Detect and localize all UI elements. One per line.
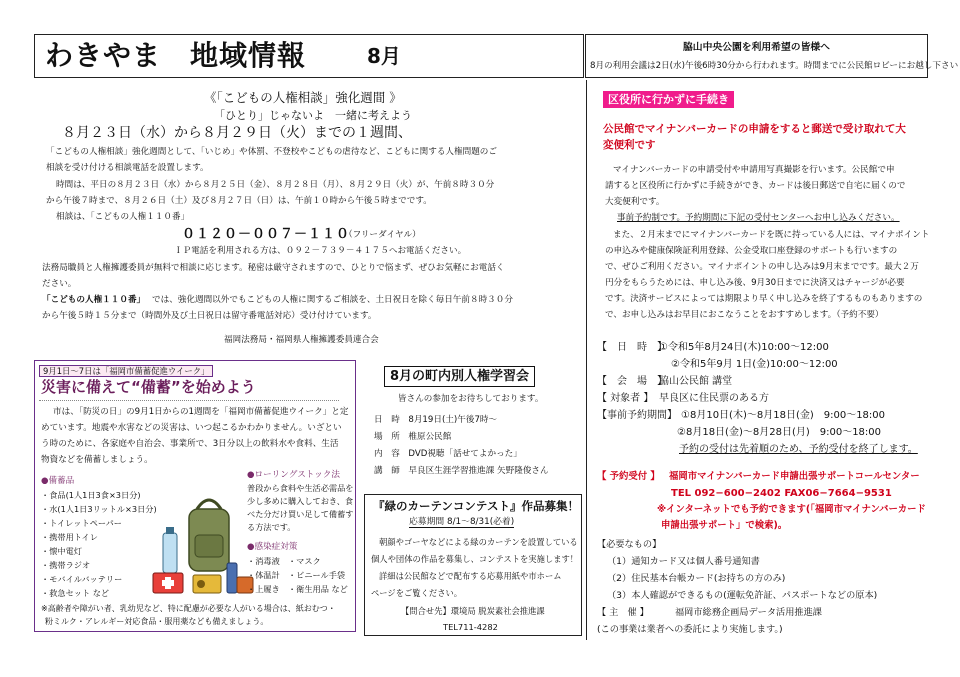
disaster-note-1: ※高齢者や障がい者、乳幼児など、特に配慮が必要な人がいる場合は、紙おむつ・: [41, 604, 336, 613]
apply-value: 福岡市マイナンバーカード申請出張サポートコールセンター: [669, 471, 920, 482]
rights-slogan: 「ひとり」じゃないよ 一緒に考えよう: [214, 109, 412, 122]
period-label: 【事前予約期間】: [597, 410, 677, 421]
disaster-box: [34, 360, 356, 632]
study-row: 内 容 DVD視聴「話せてよかった」: [374, 449, 522, 459]
disaster-intro-3: う時のために、各家庭や自治会、事業所で、3日分以上の飲料水や食料、生活: [41, 439, 339, 449]
rights-p4-line2: ださい。: [42, 279, 77, 289]
curtain-title: 『緑のカーテンコンテスト』作品募集！: [373, 499, 579, 513]
stock-item: ・懐中電灯: [41, 546, 82, 556]
mynumber-body: 大変便利です。: [605, 197, 665, 207]
rights-p1-line1: 「こどもの人権相談」強化週間として、「いじめ」や体罰、不登校やこどもの虐待など、こどもに関する人権問題のご: [46, 147, 497, 157]
rights-phone-note: （フリーダイヤル）: [344, 230, 421, 240]
rights-p1-line2: 相談を受け付ける相談電話を設置します。: [46, 163, 209, 173]
period-value: ②8月18日(金)～8月28日(月) 9:00～18:00: [677, 427, 882, 438]
issue-month: 8月: [367, 44, 401, 68]
target-label: 【 対象者 】: [597, 393, 654, 404]
rights-period: ８月２３日（水）から８月２９日（火）までの１週間、: [62, 125, 412, 141]
date-label: 【 日 時 】: [597, 342, 667, 353]
host-label: 【 主 催 】: [597, 607, 649, 618]
curtain-box: [364, 494, 582, 636]
period-note: 予約の受付は先着順のため、予約受付を終了します。: [679, 444, 918, 455]
disaster-intro-1: 市は、「防災の日」の9月1日からの1週間を「福岡市備蓄促進ウイーク」と定: [53, 407, 349, 417]
mynumber-headline-2: 変便利です: [603, 139, 656, 151]
host-value: 福岡市総務企画局データ活用推進課: [675, 607, 822, 618]
masthead: [34, 34, 584, 78]
mynumber-section: [586, 80, 928, 640]
study-section: [360, 360, 585, 490]
rights-section: [34, 80, 584, 358]
rights-p2-line1: 時間は、平日の８月２３日（水）から８月２５日（金）、８月２８日（月）、８月２９日（火）が、午前８時３０分: [56, 180, 495, 190]
study-row: 日 時 8月19日(土)午後7時～: [374, 415, 498, 425]
infection-line: ・消毒液 ・マスク: [247, 556, 321, 566]
curtain-contact: 【問合せ先】環境局 脱炭素社会推進課: [401, 606, 545, 616]
rights-org: 福岡法務局・福岡県人権擁護委員連合会: [224, 335, 379, 345]
rights-p5-bold: 「こどもの人権１１０番」: [42, 295, 146, 305]
flashlight-icon: [227, 563, 237, 593]
study-row: 講 師 早良区生涯学習推進課 矢野隆俊さん: [374, 466, 549, 476]
infection-line: ・体温計 ・ビニール手袋: [247, 570, 346, 580]
mynumber-body: 請すると区役所に行かずに手続きができ、カードは後日郵送で自宅に届くので: [605, 181, 906, 191]
curtain-tel: TEL711-4282: [443, 622, 498, 632]
stock-item: ・水(1人1日3リットル×3日分): [41, 504, 157, 514]
stock-title: ●備蓄品: [41, 476, 75, 486]
curtain-body: 詳細は公民館などで配布する応募用紙や市ホーム: [379, 571, 562, 581]
rights-p5-line1: では、強化週間以外でもこどもの人権に関するご相談を、土日祝日を除く毎日午前８時３０分: [152, 295, 513, 305]
items-line: （3）本人確認ができるもの(運転免許証、パスポートなどの原本): [607, 590, 878, 601]
curtain-period: 応募期間 8/1～8/31(必着): [409, 517, 515, 527]
curtain-body: 朝顔やゴーヤなどによる緑のカーテンを設置している: [379, 537, 578, 547]
stock-item: ・救急セット など: [41, 588, 110, 598]
apply-internet-1: ※インターネットでも予約できます(「福岡市マイナンバーカード: [657, 504, 926, 515]
apply-internet-2: 申請出張サポート」で検索)。: [661, 520, 788, 531]
emergency-kit-illustration: [147, 489, 259, 605]
disaster-title: 災害に備えて“備蓄”を始めよう: [41, 378, 256, 396]
date-value: ②令和5年9月 1日(金)10:00～12:00: [671, 359, 838, 370]
rolling-line: る方法です。: [247, 522, 296, 532]
stock-item: ・モバイルバッテリー: [41, 574, 123, 584]
study-row: 場 所 椎原公民館: [374, 432, 452, 442]
venue-value: 脇山公民館 講堂: [659, 376, 733, 387]
period-value: ①8月10日(木)～8月18日(金) 9:00～18:00: [681, 410, 886, 421]
venue-label: 【 会 場 】: [597, 376, 667, 387]
rolling-line: 普段から食料や生活必需品を: [247, 483, 354, 493]
rolling-title: ●ローリングストック法: [247, 470, 340, 480]
rolling-line: べた分だけ買い足して備蓄す: [247, 509, 354, 519]
disaster-tag: 9月1日〜7日は「福岡市備蓄促進ウイーク」: [39, 365, 213, 377]
host-note: (この事業は業者への委託により実施します。): [597, 624, 783, 635]
disaster-intro-2: めています。地震や水害などの災害は、いつ起こるかわかりません。いざとい: [41, 423, 342, 433]
curtain-body: ページをご覧ください。: [371, 588, 463, 598]
rights-phone: ０１２０－００７－１１０: [182, 227, 351, 242]
stock-item: ・トイレットペーパー: [41, 518, 122, 528]
page-title: わきやま 地域情報: [45, 39, 307, 72]
date-value: ①令和5年8月24日(木)10:00～12:00: [659, 342, 829, 353]
apply-tel: TEL 092−600−2402 FAX06−7664−9531: [671, 488, 892, 499]
rights-p5-line2: から午後５時１５分まで（時間外及び土日祝日は留守番電話対応）受け付けています。: [42, 311, 377, 321]
apply-label: 【 予約受付 】: [597, 471, 660, 482]
park-notice-title: 脇山中央公園を利用希望の皆様へ: [683, 42, 830, 53]
rights-p2-line2: から午後７時まで、８月２６日（土）及び８月２７日（日）は、午前１０時から午後５時までです。: [46, 196, 432, 206]
rights-ip: ＩＰ電話を利用される方は、０９２－７３９－４１７５へお電話ください。: [174, 246, 467, 256]
study-title: 8月の町内別人権学習会: [384, 366, 535, 387]
mynumber-body: マイナンバーカードの申請受付や申請用写真撮影を行います。公民館で申: [613, 165, 895, 175]
rights-p3: 相談は、「こどもの人権１１０番」: [56, 212, 190, 222]
mynumber-body2: また、２月末までにマイナンバーカードを既に持っている人には、マイナポイント: [613, 230, 930, 240]
disaster-intro-4: 物資などを備蓄しましょう。: [41, 455, 153, 465]
stock-item: ・携帯用トイレ: [41, 532, 98, 542]
mynumber-headline-1: 公民館でマイナンバーカードの申請をすると郵送で受け取れて大: [603, 123, 906, 135]
items-line: （1）通知カード又は個人番号通知書: [607, 556, 760, 567]
rights-p4-line1: 法務局職員と人権擁護委員が無料で相談に応じます。秘密は厳守されますので、ひとりで悩まず、ぜひお気軽にお電話く: [42, 263, 505, 273]
mynumber-body2: で、お申し込みはお早目におこなうことをおすすめします。（予約不要）: [605, 310, 884, 320]
stock-item: ・携帯ラジオ: [41, 560, 91, 570]
park-notice-body: 8月の利用会議は2日(水)午後6時30分から行われます。時間までに公民館ロビーにお越し下さい: [590, 61, 959, 71]
mynumber-tag: 区役所に行かずに手続き: [603, 91, 734, 108]
items-line: （2）住民基本台帳カード(お持ちの方のみ): [607, 573, 786, 584]
items-label: 【必要なもの】: [597, 539, 662, 550]
infection-title: ●感染症対策: [247, 542, 298, 552]
disaster-note-2: 粉ミルク・アレルギー対応食品・服用薬なども備えましょう。: [45, 617, 269, 626]
park-notice: [585, 34, 959, 78]
mynumber-body2: で、ぜひご利用ください。マイナポイントの申し込みは9月末までです。最大２万: [605, 262, 919, 272]
stock-item: ・食品(1人1日3食×3日分): [41, 490, 141, 500]
mynumber-body2: 円分をもらうためには、申し込み後、9月30日までに決済又はチャージが必要: [605, 278, 905, 288]
rights-heading: 《「こどもの人権相談」強化週間 》: [204, 90, 402, 105]
curtain-body: 個人や団体の作品を募集し、コンテストを実施します！: [371, 554, 579, 564]
water-bottle-icon: [163, 533, 177, 573]
rolling-line: 少し多めに購入しておき、食: [247, 496, 354, 506]
study-invite: 皆さんの参加をお待ちしております。: [398, 394, 544, 404]
mynumber-body2: です。決済サービスによっては期限より早く申し込みを終了するものもありますの: [605, 294, 923, 304]
infection-line: ・上履き ・衛生用品 など: [247, 584, 348, 594]
mynumber-body2: の申込みや健康保険証利用登録、公金受取口座登録のサポートも行いますの: [605, 246, 898, 256]
mynumber-reserve: 事前予約制です。予約期間に下記の受付センターへお申し込みください。: [617, 213, 900, 223]
target-value: 早良区に住民票のある方: [659, 393, 769, 404]
